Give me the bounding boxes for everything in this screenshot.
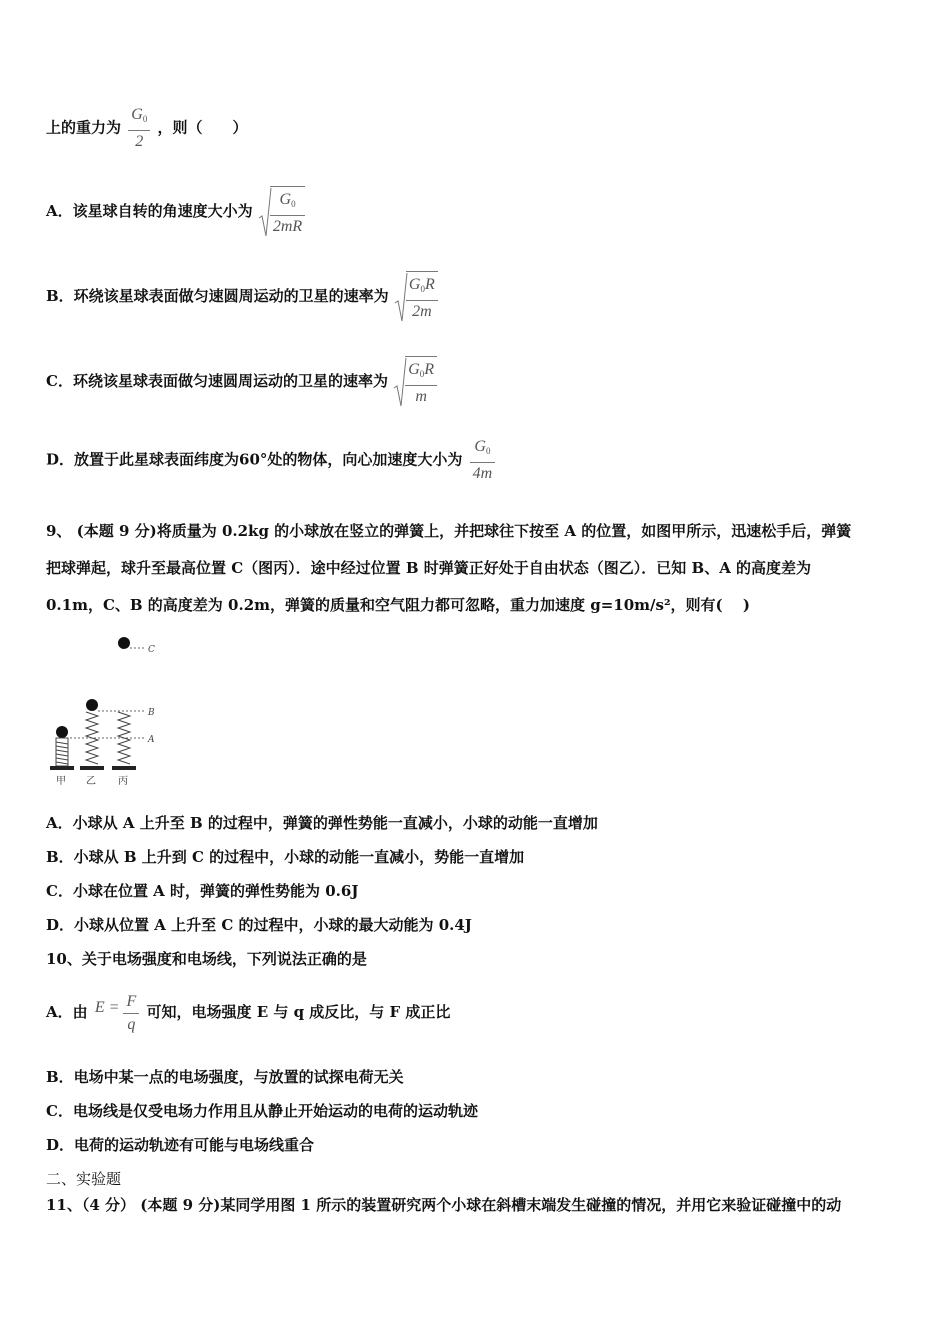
q10-option-c: C．电场线是仅受电场力作用且从静止开始运动的电荷的运动轨迹	[46, 1102, 478, 1120]
q9-stem-line1: 9、 (本题 9 分)将质量为 0.2kg 的小球放在竖立的弹簧上，并把球往下按至 A 的位置，如图甲所示，迅速松手后，弹簧	[46, 522, 852, 540]
q8-option-a: A．该星球自转的角速度大小为 $\frac{G_0}{2mR}$	[46, 186, 305, 238]
sqrt-expression: $\frac{G_0R}{2m}$	[394, 271, 438, 323]
ball-b	[86, 699, 98, 711]
fraction-g0-over-2: $\frac{G_0}{2}$	[128, 104, 150, 153]
sqrt-expression: $\frac{G_0R}{m}$	[393, 356, 437, 408]
label-yi: 乙	[86, 776, 96, 787]
q9-option-c: C．小球在位置 A 时，弹簧的弹性势能为 0.6J	[46, 882, 359, 900]
fraction-f-over-q: $\frac{F}{q}$	[123, 991, 139, 1036]
q9-stem-line3: 0.1m，C、B 的高度差为 0.2m，弹簧的质量和空气阻力都可忽略，重力加速度 g=10m/s²，则有( )	[46, 596, 750, 614]
q8-option-d: D．放置于此星球表面纬度为60°处的物体，向心加速度大小为 $\frac{G_0}{4m}$	[46, 436, 497, 485]
q10-stem: 10、关于电场强度和电场线，下列说法正确的是	[46, 950, 367, 968]
label-b: B	[148, 708, 155, 718]
q11-stem: 11、（4 分） (本题 9 分)某同学用图 1 所示的装置研究两个小球在斜槽末端发生碰撞的情况，并用它来验证碰撞中的动	[46, 1196, 842, 1214]
section-heading: 二、实验题	[46, 1170, 122, 1188]
q9-stem-line2: 把球弹起，球升至最高位置 C（图丙）．途中经过位置 B 时弹簧正好处于自由状态（图乙）．已知 B、A 的高度差为	[46, 559, 812, 577]
ball-a	[56, 726, 68, 738]
label-a: A	[148, 735, 155, 745]
q9-option-b: B．小球从 B 上升到 C 的过程中，小球的动能一直减小，势能一直增加	[46, 848, 525, 866]
q9-option-d: D．小球从位置 A 上升至 C 的过程中，小球的最大动能为 0.4J	[46, 916, 472, 934]
formula-e-equals: E =	[94, 999, 120, 1016]
q8-option-c: C．环绕该星球表面做匀速圆周运动的卫星的速率为 $\frac{G_0R}{m}$	[46, 356, 437, 408]
q10-option-a: A．由 E = $\frac{F}{q}$ 可知，电场强度 E 与 q 成反比，与 F 成正比	[46, 986, 450, 1040]
label-c: C	[148, 645, 155, 655]
label-jia: 甲	[56, 776, 66, 787]
stem-continuation: 上的重力为 $\frac{G_0}{2}$ ，则（ ）	[46, 104, 248, 153]
spring-ball-figure	[48, 636, 168, 788]
label-bing: 丙	[118, 776, 128, 787]
fraction-g0-over-4m: $\frac{G_0}{4m}$	[470, 436, 496, 485]
q10-option-b: B．电场中某一点的电场强度，与放置的试探电荷无关	[46, 1068, 404, 1086]
q9-option-a: A．小球从 A 上升至 B 的过程中，弹簧的弹性势能一直减小，小球的动能一直增加	[46, 814, 598, 832]
sqrt-expression: $\frac{G_0}{2mR}$	[258, 186, 305, 238]
q8-option-b: B．环绕该星球表面做匀速圆周运动的卫星的速率为 $\frac{G_0R}{2m}$	[46, 271, 438, 323]
ball-c	[118, 637, 130, 649]
q10-option-d: D．电荷的运动轨迹有可能与电场线重合	[46, 1136, 315, 1154]
